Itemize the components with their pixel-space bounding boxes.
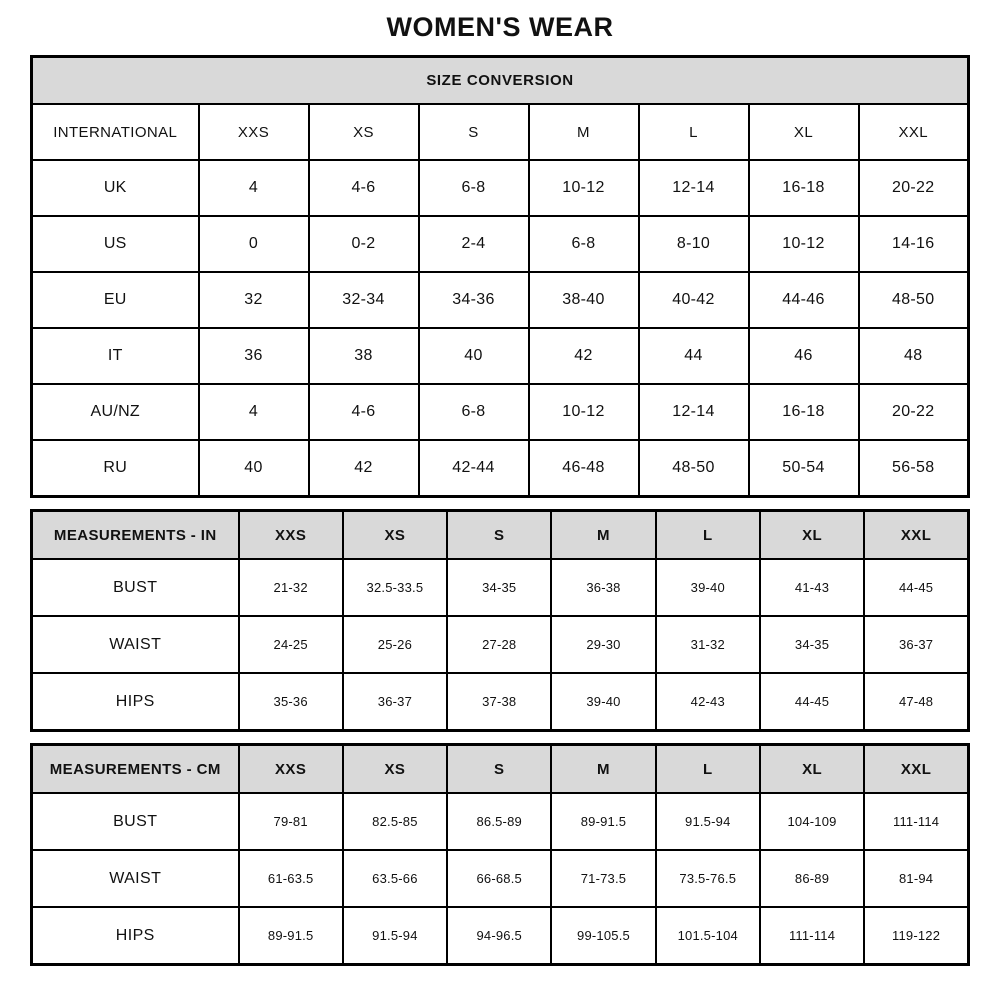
table-cell: 86.5-89 (447, 793, 551, 850)
table-cell: 71-73.5 (551, 850, 655, 907)
table-cell: 36 (199, 328, 309, 384)
table-row-uk (32, 160, 969, 216)
table-cell: 63.5-66 (343, 850, 447, 907)
table-cell: 91.5-94 (343, 907, 447, 965)
measurements-cm-table (30, 743, 970, 966)
table-cell: 48 (859, 328, 969, 384)
column-header-m: M (551, 745, 655, 794)
table-cell: 50-54 (749, 440, 859, 497)
row-label-hips: HIPS (32, 673, 239, 731)
table-cell: 6-8 (419, 384, 529, 440)
row-label-hips: HIPS (32, 907, 239, 965)
table-cell: 16-18 (749, 160, 859, 216)
table-cell: 39-40 (551, 673, 655, 731)
table-cell: 94-96.5 (447, 907, 551, 965)
table-cell: 40-42 (639, 272, 749, 328)
table-row-hips-cm (32, 907, 969, 965)
column-header-s: S (419, 104, 529, 160)
table-cell: 2-4 (419, 216, 529, 272)
table-cell: 91.5-94 (656, 793, 760, 850)
column-header-m: M (551, 511, 655, 560)
page-title: WOMEN'S WEAR (386, 12, 614, 42)
table-cell: 42-44 (419, 440, 529, 497)
table-cell: 21-32 (239, 559, 343, 616)
row-label-waist: WAIST (32, 850, 239, 907)
table-cell: 47-48 (864, 673, 968, 731)
table-cell: 89-91.5 (551, 793, 655, 850)
table-row-aunz (32, 384, 969, 440)
table-cell: 0 (199, 216, 309, 272)
column-header-s: S (447, 511, 551, 560)
measurements-cm-header-row (32, 745, 969, 794)
column-header-xxs: XXS (239, 745, 343, 794)
table-cell: 4 (199, 160, 309, 216)
table-row-hips-in (32, 673, 969, 731)
measurements-in-header-row (32, 511, 969, 560)
table-cell: 16-18 (749, 384, 859, 440)
column-header-m: M (529, 104, 639, 160)
table-cell: 34-36 (419, 272, 529, 328)
table-cell: 36-38 (551, 559, 655, 616)
table-cell: 46-48 (529, 440, 639, 497)
table-cell: 0-2 (309, 216, 419, 272)
table-cell: 29-30 (551, 616, 655, 673)
table-cell: 66-68.5 (447, 850, 551, 907)
measurements-in-title: MEASUREMENTS - IN (32, 511, 239, 560)
table-cell: 61-63.5 (239, 850, 343, 907)
table-cell: 31-32 (656, 616, 760, 673)
table-cell: 86-89 (760, 850, 864, 907)
table-cell: 101.5-104 (656, 907, 760, 965)
table-cell: 41-43 (760, 559, 864, 616)
column-header-xs: XS (309, 104, 419, 160)
row-label-aunz: AU/NZ (32, 384, 199, 440)
table-row-bust-in (32, 559, 969, 616)
table-row-eu (32, 272, 969, 328)
measurements-cm-title: MEASUREMENTS - CM (32, 745, 239, 794)
table-cell: 44-45 (864, 559, 968, 616)
table-cell: 40 (419, 328, 529, 384)
table-cell: 99-105.5 (551, 907, 655, 965)
row-label-bust: BUST (32, 559, 239, 616)
table-cell: 44-46 (749, 272, 859, 328)
table-cell: 14-16 (859, 216, 969, 272)
table-cell: 37-38 (447, 673, 551, 731)
table-row-bust-cm (32, 793, 969, 850)
column-header-international: INTERNATIONAL (32, 104, 199, 160)
table-cell: 111-114 (864, 793, 968, 850)
table-cell: 4 (199, 384, 309, 440)
table-row-us (32, 216, 969, 272)
table-cell: 56-58 (859, 440, 969, 497)
table-cell: 36-37 (343, 673, 447, 731)
column-header-xs: XS (343, 745, 447, 794)
table-cell: 25-26 (343, 616, 447, 673)
table-cell: 32-34 (309, 272, 419, 328)
table-cell: 39-40 (656, 559, 760, 616)
table-row-it (32, 328, 969, 384)
table-cell: 40 (199, 440, 309, 497)
column-header-xxl: XXL (859, 104, 969, 160)
table-cell: 10-12 (529, 160, 639, 216)
table-cell: 34-35 (447, 559, 551, 616)
column-header-s: S (447, 745, 551, 794)
table-row-waist-cm (32, 850, 969, 907)
table-row-ru (32, 440, 969, 497)
table-cell: 104-109 (760, 793, 864, 850)
table-cell: 42 (529, 328, 639, 384)
table-cell: 44 (639, 328, 749, 384)
row-label-uk: UK (32, 160, 199, 216)
table-cell: 32 (199, 272, 309, 328)
table-cell: 42 (309, 440, 419, 497)
table-cell: 79-81 (239, 793, 343, 850)
size-conversion-table (30, 55, 970, 498)
row-label-it: IT (32, 328, 199, 384)
table-cell: 81-94 (864, 850, 968, 907)
column-header-l: L (656, 745, 760, 794)
row-label-ru: RU (32, 440, 199, 497)
table-cell: 34-35 (760, 616, 864, 673)
row-label-eu: EU (32, 272, 199, 328)
column-header-xl: XL (760, 745, 864, 794)
column-header-xl: XL (749, 104, 859, 160)
column-header-xxl: XXL (864, 745, 968, 794)
size-conversion-header-row (32, 57, 969, 105)
table-cell: 42-43 (656, 673, 760, 731)
table-row-waist-in (32, 616, 969, 673)
table-cell: 20-22 (859, 160, 969, 216)
column-header-xxl: XXL (864, 511, 968, 560)
column-header-xl: XL (760, 511, 864, 560)
size-chart-page (30, 0, 970, 966)
table-cell: 46 (749, 328, 859, 384)
table-cell: 10-12 (529, 384, 639, 440)
row-label-bust: BUST (32, 793, 239, 850)
measurements-in-table (30, 509, 970, 732)
size-conversion-title: SIZE CONVERSION (32, 57, 969, 105)
table-cell: 82.5-85 (343, 793, 447, 850)
table-cell: 38 (309, 328, 419, 384)
table-cell: 4-6 (309, 160, 419, 216)
column-header-xxs: XXS (239, 511, 343, 560)
table-cell: 8-10 (639, 216, 749, 272)
table-cell: 20-22 (859, 384, 969, 440)
row-label-waist: WAIST (32, 616, 239, 673)
row-label-us: US (32, 216, 199, 272)
table-cell: 6-8 (419, 160, 529, 216)
table-cell: 48-50 (859, 272, 969, 328)
size-conversion-columns-row (32, 104, 969, 160)
table-cell: 48-50 (639, 440, 749, 497)
table-cell: 12-14 (639, 160, 749, 216)
table-cell: 38-40 (529, 272, 639, 328)
table-cell: 12-14 (639, 384, 749, 440)
table-cell: 6-8 (529, 216, 639, 272)
table-cell: 44-45 (760, 673, 864, 731)
table-cell: 73.5-76.5 (656, 850, 760, 907)
table-cell: 24-25 (239, 616, 343, 673)
table-cell: 36-37 (864, 616, 968, 673)
table-cell: 10-12 (749, 216, 859, 272)
table-cell: 27-28 (447, 616, 551, 673)
table-cell: 35-36 (239, 673, 343, 731)
column-header-l: L (656, 511, 760, 560)
table-cell: 111-114 (760, 907, 864, 965)
column-header-xxs: XXS (199, 104, 309, 160)
column-header-xs: XS (343, 511, 447, 560)
table-cell: 119-122 (864, 907, 968, 965)
table-cell: 32.5-33.5 (343, 559, 447, 616)
table-cell: 4-6 (309, 384, 419, 440)
table-cell: 89-91.5 (239, 907, 343, 965)
column-header-l: L (639, 104, 749, 160)
